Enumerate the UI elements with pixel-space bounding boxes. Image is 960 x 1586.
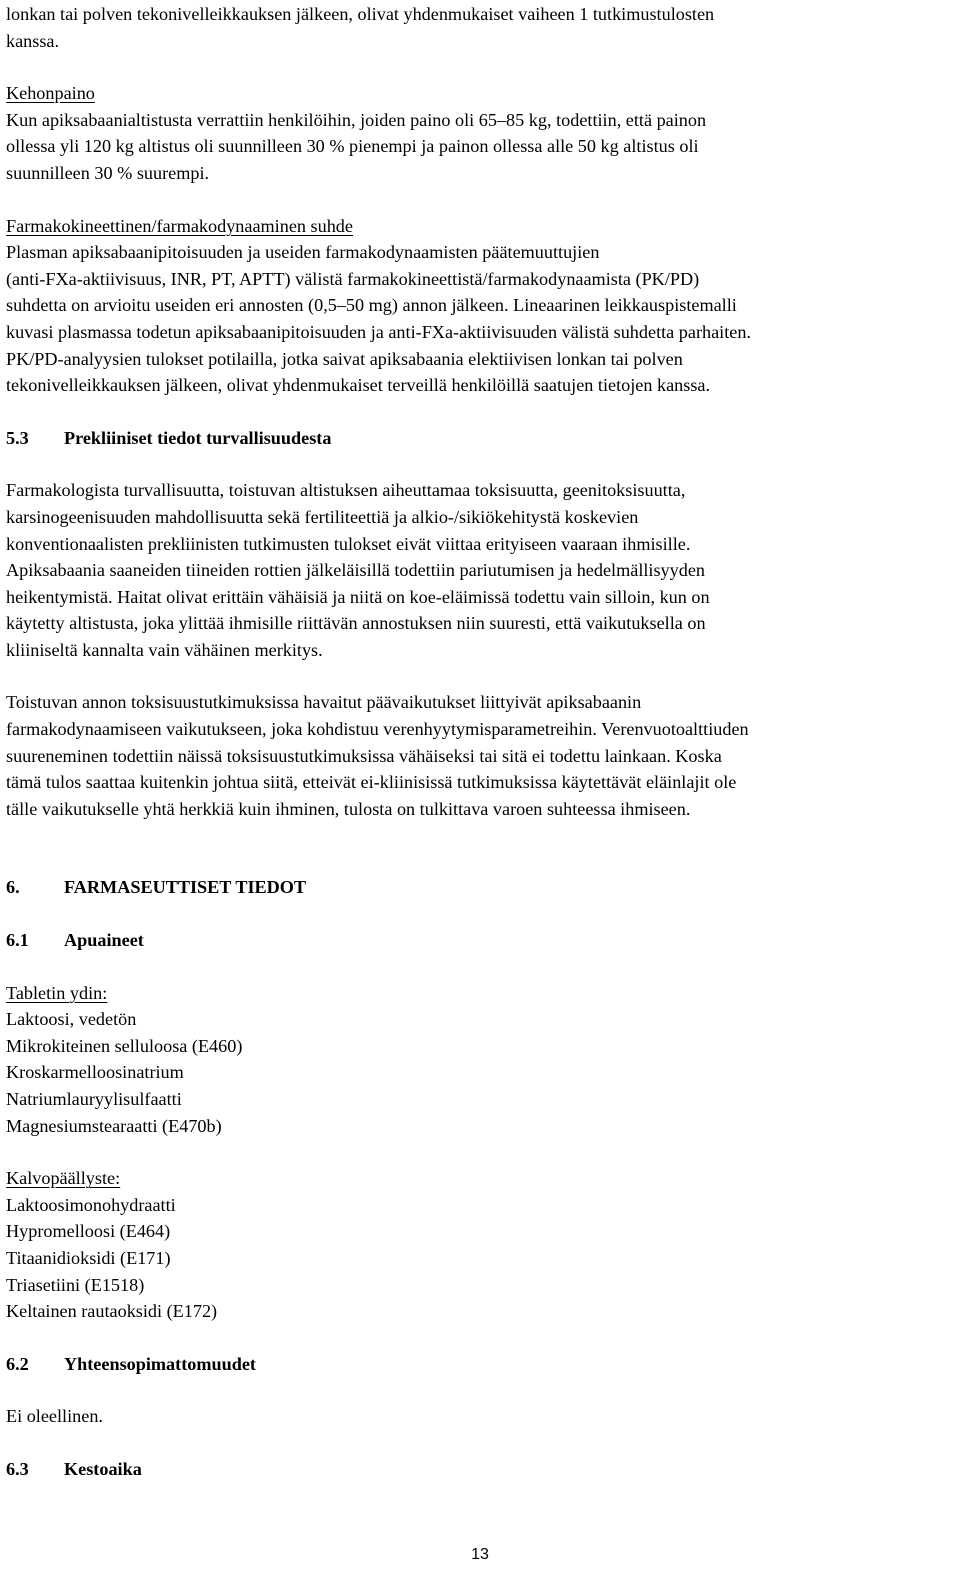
text-line: käytetty altistusta, joka ylittää ihmisille riittävän annostuksen niin suuresti, että vaikutuksella on <box>6 613 706 634</box>
text-line: ollessa yli 120 kg altistus oli suunnilleen 30 % pienempi ja painon ollessa alle 50 kg altistus oli <box>6 136 699 157</box>
list-item: Natriumlauryylisulfaatti <box>6 1089 182 1109</box>
film-coating-list <box>6 1165 954 1325</box>
list-heading: Tabletin ydin: <box>6 982 108 1003</box>
text-line: suureneminen todettiin näissä toksisuustutkimuksissa vähäiseksi tai sitä ei todettu lainkaan. Koska <box>6 745 722 766</box>
text-line: Toistuvan annon toksisuustutkimuksissa havaitut päävaikutukset liittyivät apiksabaanin <box>6 692 642 713</box>
text-line: kuvasi plasmassa todetun apiksabaanipitoisuuden ja anti-FXa-aktiivisuuden välistä suhdetta parhaiten. <box>6 321 752 342</box>
tablet-core-list <box>6 980 954 1140</box>
preclinical-paragraph-1 <box>6 477 954 663</box>
section-title: Yhteensopimattomuudet <box>64 1353 256 1374</box>
text-line: Apiksabaania saaneiden tiineiden rottien jälkeläisillä todettiin pariutumisen ja hedelmällisyyden <box>6 560 706 581</box>
list-heading: Kalvopäällyste: <box>6 1168 121 1189</box>
section-heading-6-3 <box>6 1456 954 1483</box>
text-line: tälle vaikutukselle yhtä herkkiä kuin ihminen, tulosta on tulkittava varoen suhteessa ihmiseen. <box>6 798 691 819</box>
subsection-heading: Kehonpaino <box>6 83 95 104</box>
subsection-heading: Farmakokineettinen/farmakodynaaminen suhde <box>6 215 353 236</box>
section-number: 5.3 <box>6 427 29 448</box>
text-line: tämä tulos saattaa kuitenkin johtua siitä, etteivät ei-kliinisissä tutkimuksissa käytettävät eläinlajit ole <box>6 772 737 793</box>
section-number: 6.3 <box>6 1458 29 1479</box>
text-line: farmakodynaamiseen vaikutukseen, joka kohdistuu verenhyytymisparametreihin. Verenvuotoalttiuden <box>6 719 749 740</box>
text-line: karsinogeenisuuden mahdollisuutta sekä fertiliteettiä ja alkio-/sikiökehitystä koskevien <box>6 506 639 527</box>
text-line: Kun apiksabaanialtistusta verrattiin henkilöihin, joiden paino oli 65–85 kg, todettiin, että painon <box>6 109 707 130</box>
list-item: Kroskarmelloosinatrium <box>6 1062 184 1083</box>
pkpd-section <box>6 213 954 399</box>
text-line: tekonivelleikkauksen jälkeen, olivat yhdenmukaiset terveillä henkilöillä saatujen tietojen kanssa. <box>6 375 711 396</box>
section-number: 6.1 <box>6 930 29 951</box>
list-item: Mikrokiteinen selluloosa (E460) <box>6 1035 243 1056</box>
section-heading-6 <box>6 874 954 901</box>
section-title: FARMASEUTTISET TIEDOT <box>64 877 307 898</box>
text-line: suhdetta on arvioitu useiden eri annosten (0,5–50 mg) annon jälkeen. Lineaarinen leikkauspistemalli <box>6 295 737 316</box>
text-line: kliiniseltä kannalta vain vähäinen merkitys. <box>6 639 323 660</box>
list-item: Hypromelloosi (E464) <box>6 1221 171 1242</box>
list-item: Triasetiini (E1518) <box>6 1274 145 1295</box>
text-line: Ei oleellinen. <box>6 1406 103 1427</box>
page-number: 13 <box>471 1546 489 1563</box>
section-number: 6.2 <box>6 1353 29 1374</box>
text-line: heikentymistä. Haitat olivat erittäin vähäisiä ja niitä on koe-eläimissä todettu vain silloin, kun on <box>6 586 710 607</box>
list-item: Laktoosimonohydraatti <box>6 1194 176 1215</box>
text-line: suunnilleen 30 % suurempi. <box>6 162 210 183</box>
text-line: lonkan tai polven tekonivelleikkauksen jälkeen, olivat yhdenmukaiset vaiheen 1 tutkimustulosten <box>6 4 715 24</box>
kehonpaino-section <box>6 80 954 186</box>
section-title: Prekliiniset tiedot turvallisuudesta <box>64 427 332 448</box>
list-item: Laktoosi, vedetön <box>6 1009 137 1030</box>
document-page <box>6 0 954 1483</box>
text-line: Plasman apiksabaanipitoisuuden ja useiden farmakodynaamisten päätemuuttujien <box>6 242 600 263</box>
list-item: Titaanidioksidi (E171) <box>6 1247 171 1268</box>
list-item: Keltainen rautaoksidi (E172) <box>6 1301 218 1322</box>
text-line: konventionaalisten prekliinisten tutkimusten tulokset eivät viittaa erityiseen vaaraan ihmisille. <box>6 533 691 554</box>
incompatibilities-text <box>6 1403 954 1430</box>
text-line: Farmakologista turvallisuutta, toistuvan altistuksen aiheuttamaa toksisuutta, geenitoksisuutta, <box>6 480 686 501</box>
preclinical-paragraph-2 <box>6 689 954 822</box>
text-line: kanssa. <box>6 30 60 51</box>
text-line: PK/PD-analyysien tulokset potilailla, jotka saivat apiksabaania elektiivisen lonkan tai polven <box>6 348 683 369</box>
intro-paragraph <box>6 1 954 54</box>
section-heading-5-3 <box>6 425 954 452</box>
section-title: Apuaineet <box>64 930 144 951</box>
section-number: 6. <box>6 877 20 898</box>
section-heading-6-1 <box>6 927 954 954</box>
text-line: (anti-FXa-aktiivisuus, INR, PT, APTT) välistä farmakokineettistä/farmakodynaamista (PK/PD) <box>6 268 700 289</box>
section-title: Kestoaika <box>64 1458 142 1479</box>
section-heading-6-2 <box>6 1351 954 1378</box>
list-item: Magnesiumstearaatti (E470b) <box>6 1115 222 1136</box>
